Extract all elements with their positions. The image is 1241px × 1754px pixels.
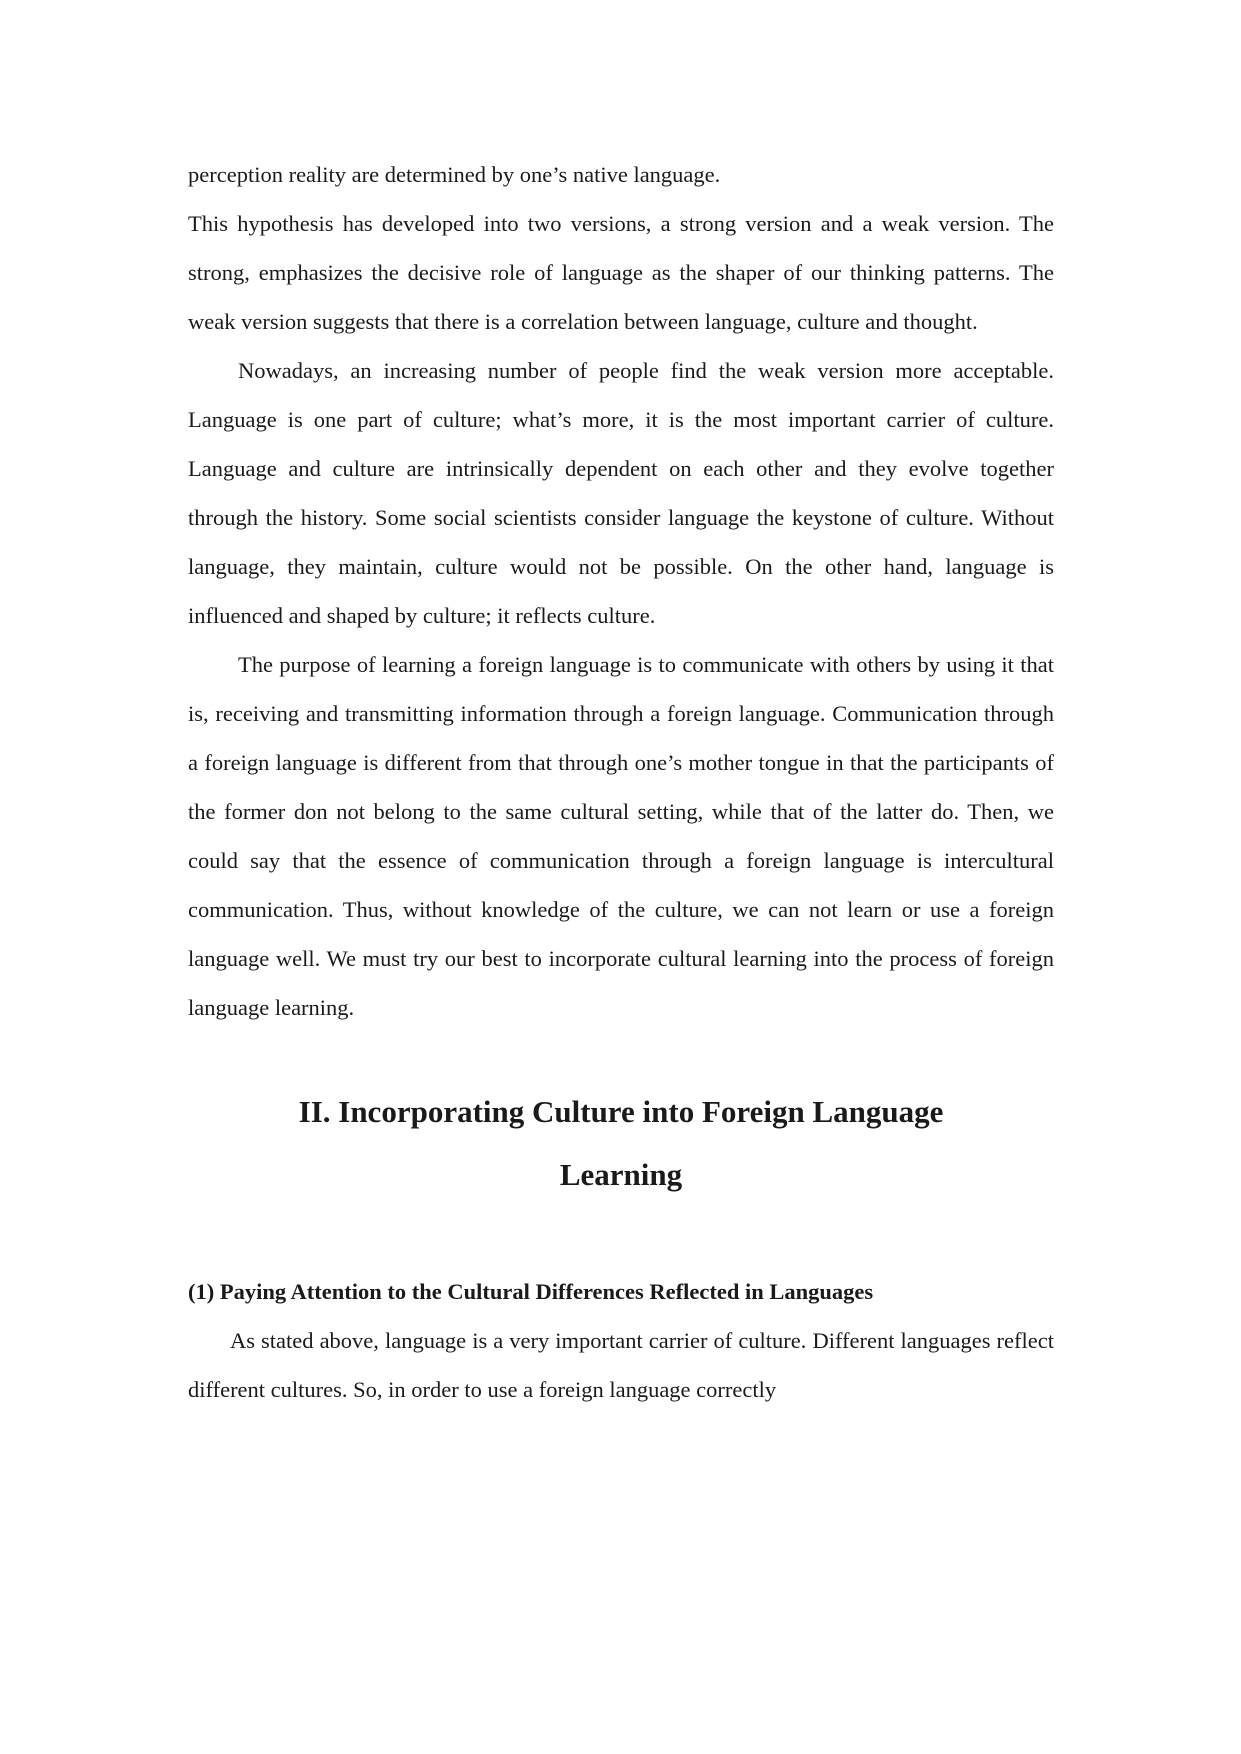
paragraph-hypothesis: This hypothesis has developed into two versions, a strong version and a weak version. The strong, emphasizes the decisive role of language as the shaper of our thinking patterns. The weak version suggests that there is a correlation between language, culture and thought. [188, 211, 1054, 334]
text-block-bottom [188, 1316, 1054, 1414]
paragraph-continuation: perception reality are determined by one’s native language. [188, 162, 721, 187]
paragraph-purpose: The purpose of learning a foreign language is to communicate with others by using it that is, receiving and transmitting information through a foreign language. Communication through a foreign language is different from that through one’s mother tongue in that the participants of the former don not belong to the same cultural setting, while that of the latter do. Then, we could say that the essence of communication through a foreign language is intercultural communication. Thus, without knowledge of the culture, we can not learn or use a foreign language well. We must try our best to incorporate cultural learning into the process of foreign language learning. [188, 652, 1054, 1020]
subsection-title: (1) Paying Attention to the Cultural Differences Reflected in Languages [188, 1279, 874, 1304]
text-block-top [188, 150, 1054, 1032]
paragraph-stated-above: As stated above, language is a very important carrier of culture. Different languages reflect different cultures. So, in order to use a foreign language correctly [188, 1328, 1054, 1402]
section-title-line1: II. Incorporating Culture into Foreign Language [298, 1094, 944, 1129]
paragraph-weak-version: Nowadays, an increasing number of people find the weak version more acceptable. Language is one part of culture; what’s more, it is the most important carrier of culture. Language and culture are intrinsically dependent on each other and they evolve together through the history. Some social scientists consider language the keystone of culture. Without language, they maintain, culture would not be possible. On the other hand, language is influenced and shaped by culture; it reflects culture. [188, 358, 1054, 628]
section-title-line2: Learning [559, 1157, 683, 1192]
